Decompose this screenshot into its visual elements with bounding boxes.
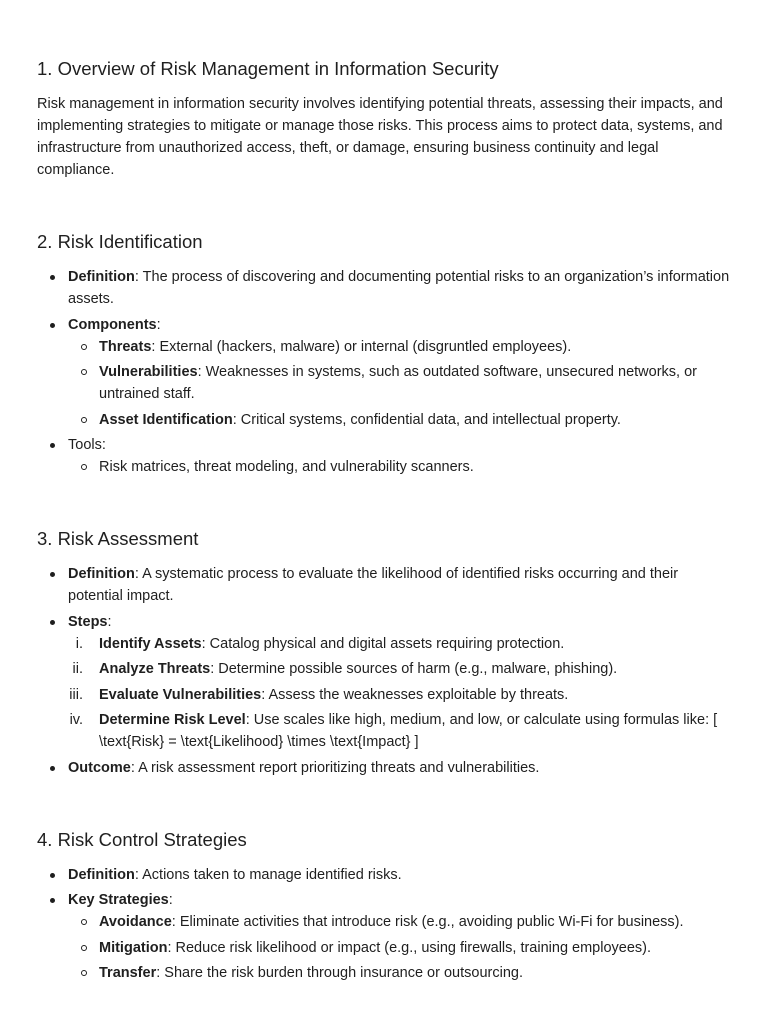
step-item: ii. Analyze Threats: Determine possible sources of harm (e.g., malware, phishing). bbox=[72, 661, 618, 677]
section-4-title: 4. Risk Control Strategies bbox=[37, 828, 247, 850]
sublist-item: Mitigation: Reduce risk likelihood or impact (e.g., using firewalls, training employees). bbox=[37, 937, 731, 959]
steps-sublist bbox=[68, 633, 731, 754]
step-item: iv. Determine Risk Level: Use scales like high, medium, and low, or calculate using formulas like: [ \text{Risk} = \text{Likelihood} \times \text{Impact} ] bbox=[69, 712, 718, 750]
sublist-item: Risk matrices, threat modeling, and vulnerability scanners. bbox=[37, 456, 731, 478]
section-3-list bbox=[37, 563, 731, 779]
list-item-definition: Definition: Actions taken to manage identified risks. bbox=[37, 864, 731, 886]
list-item-steps: Steps: i. Identify Assets: Catalog physical and digital assets requiring protection. ii. Analyze Threats: Determine possible sources of harm (e.g., malware, phishing). iii. Evaluate Vulnerabilities: Assess the weaknesses exploitable by threats. iv. Determine Risk Level: Use scales like high, medium, and low, or calculate using formulas like: [ \text{Risk} = \text{Likelihood} \times \text{Impact} ] bbox=[37, 611, 731, 754]
tools-sublist bbox=[68, 456, 731, 478]
list-item-definition: Definition: The process of discovering and documenting potential risks to an organization’s information assets. bbox=[37, 266, 731, 310]
section-1-title: 1. Overview of Risk Management in Information Security bbox=[37, 58, 499, 79]
section-2-list bbox=[37, 266, 731, 478]
sublist-item: Threats: External (hackers, malware) or internal (disgruntled employees). bbox=[37, 336, 731, 358]
sublist-item: Transfer: Share the risk burden through insurance or outsourcing. bbox=[37, 962, 731, 984]
strategies-sublist bbox=[68, 911, 731, 984]
step-item: i. Identify Assets: Catalog physical and digital assets requiring protection. bbox=[75, 635, 565, 652]
section-1-paragraph: Risk management in information security involves identifying potential threats, assessing their impacts, and implementing strategies to mitigate or manage those risks. This process aims to protect data, systems, and infrastructure from unauthorized access, theft, or damage, ensuring business continuity and legal compliance. bbox=[37, 96, 723, 178]
sublist-item: Vulnerabilities: Weaknesses in systems, such as outdated software, unsecured networks, or untrained staff. bbox=[37, 361, 731, 405]
sublist-item: Asset Identification: Critical systems, confidential data, and intellectual property. bbox=[37, 409, 731, 431]
list-item-outcome: Outcome: A risk assessment report prioritizing threats and vulnerabilities. bbox=[37, 757, 731, 779]
list-item-definition: Definition: A systematic process to evaluate the likelihood of identified risks occurring and their potential impact. bbox=[37, 563, 731, 607]
list-item-key-strategies: Key Strategies: Avoidance: Eliminate activities that introduce risk (e.g., avoiding public Wi-Fi for business). Mitigation: Reduce risk likelihood or impact (e.g., using firewalls, training employees). Transfer: Share the risk burden through insurance or outsourcing. bbox=[37, 889, 731, 984]
list-item-components: Components: Threats: External (hackers, malware) or internal (disgruntled employees). Vulnerabilities: Weaknesses in systems, such as outdated software, unsecured networks, or untrained staff. Asset Identification: Critical systems, confidential data, and intellectual property. bbox=[37, 314, 731, 431]
components-sublist bbox=[68, 336, 731, 431]
section-4-list bbox=[37, 864, 731, 985]
sublist-item: Avoidance: Eliminate activities that introduce risk (e.g., avoiding public Wi-Fi for business). bbox=[37, 911, 731, 933]
section-2-title: 2. Risk Identification bbox=[37, 231, 203, 252]
step-item: iii. Evaluate Vulnerabilities: Assess the weaknesses exploitable by threats. bbox=[69, 686, 569, 703]
list-item-tools: Tools: Risk matrices, threat modeling, and vulnerability scanners. bbox=[37, 434, 731, 478]
section-3-title: 3. Risk Assessment bbox=[37, 528, 199, 549]
